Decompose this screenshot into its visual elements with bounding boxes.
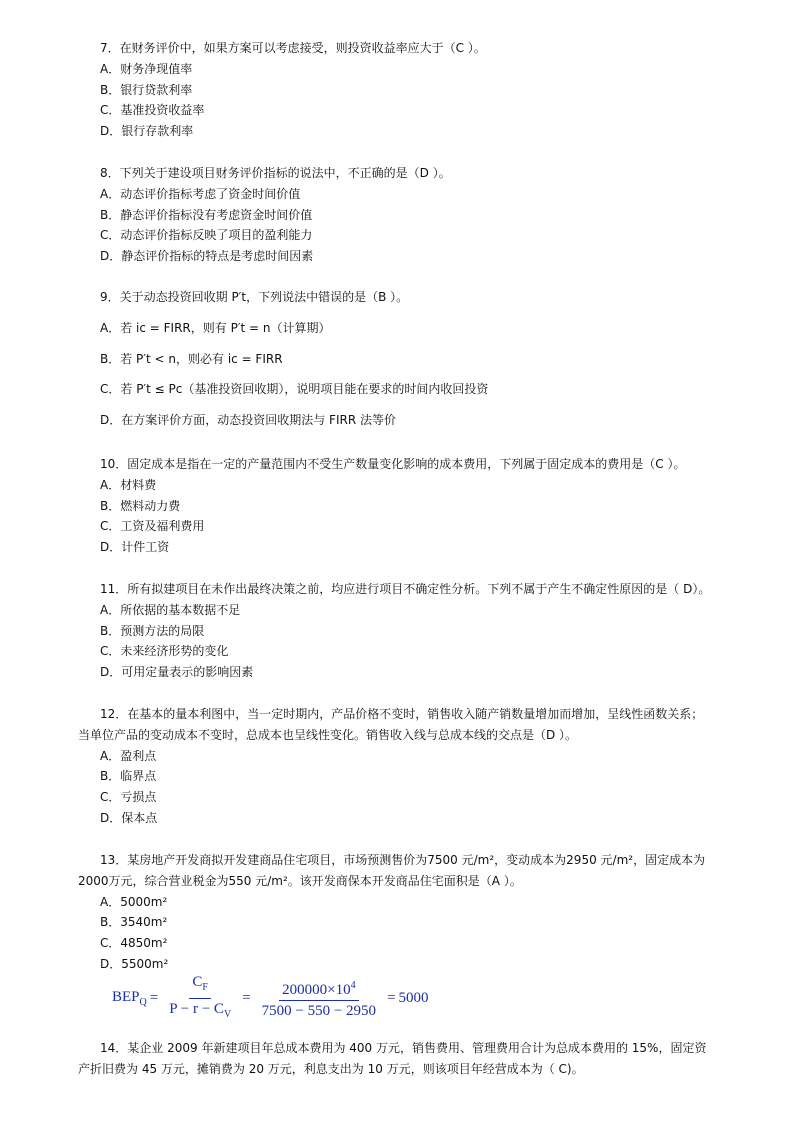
option-d: D．可用定量表示的影响因素 <box>100 665 254 680</box>
question-7 <box>100 38 700 142</box>
option-b: B．燃料动力费 <box>100 498 181 513</box>
question-stem: 11．所有拟建项目在未作出最终决策之前，均应进行项目不确定性分析。下列不属于产生不确定性原因的是（ D）。 <box>100 582 711 596</box>
option-b: B．若 P′t < n，则必有 ic = FIRR <box>100 351 283 366</box>
option-a: A．动态评价指标考虑了资金时间价值 <box>100 186 301 201</box>
question-10 <box>100 454 700 558</box>
option-d: D．保本点 <box>100 810 158 825</box>
fraction-numerator: $C_F$ <box>189 973 211 999</box>
equals-sign: = <box>242 989 251 1006</box>
question-12 <box>78 704 712 829</box>
option-b: B．银行贷款利率 <box>100 82 193 97</box>
option-c: C．若 P′t ≤ Pc（基准投资回收期），说明项目能在要求的时间内收回投资 <box>100 382 489 397</box>
option-c: C．动态评价指标反映了项目的盈利能力 <box>100 228 313 243</box>
option-d: D．银行存款利率 <box>100 124 194 139</box>
option-c: C．未来经济形势的变化 <box>100 644 229 659</box>
option-c: C．4850m² <box>100 936 168 951</box>
question-stem: 8．下列关于建设项目财务评价指标的说法中，不正确的是（D ）。 <box>100 166 451 180</box>
equals-sign: = <box>149 989 159 1006</box>
option-c: C．工资及福利费用 <box>100 519 205 534</box>
question-8 <box>100 163 700 267</box>
option-a: A．所依据的基本数据不足 <box>100 602 241 617</box>
question-stem: 9．关于动态投资回收期 P′t，下列说法中错误的是（B ）。 <box>100 290 409 304</box>
option-b: B．静态评价指标没有考虑资金时间价值 <box>100 207 313 222</box>
question-stem: 13．某房地产开发商拟开发建商品住宅项目，市场预测售价为7500 元/m²，变动成本为2950 元/m²，固定成本为2000万元，综合营业税金为550 元/m²。该开发商保本开发商品住宅面积是（A ）。 <box>78 853 706 888</box>
question-11 <box>100 579 711 683</box>
option-d: D．5500m² <box>100 956 169 971</box>
question-14 <box>78 1038 712 1080</box>
bep-formula <box>112 973 429 1020</box>
question-9 <box>100 287 700 431</box>
question-stem: 7．在财务评价中，如果方案可以考虑接受，则投资收益率应大于（C ）。 <box>100 41 486 55</box>
formula-lhs: $BEP_Q$ <box>112 988 147 1008</box>
option-b: B．临界点 <box>100 769 157 784</box>
question-stem: 14．某企业 2009 年新建项目年总成本费用为 400 万元，销售费用、管理费用合计为总成本费用的 15%，固定资产折旧费为 45 万元，摊销费为 20 万元，利息支出为 10 万元，则该项目年经营成本为（ C)。 <box>78 1041 707 1076</box>
equals-sign: = <box>387 989 396 1006</box>
option-a: A．财务净现值率 <box>100 61 193 76</box>
fraction-numerator: $200000\times 10^4$ <box>279 977 358 1001</box>
option-b: B．3540m² <box>100 915 168 930</box>
fraction-denominator: $P - r - C_V$ <box>169 1000 232 1020</box>
formula-result: 5000 <box>398 989 429 1006</box>
option-a: A．若 ic = FIRR，则有 P′t = n（计算期） <box>100 320 331 335</box>
question-stem: 12．在基本的量本利图中，当一定时期内，产品价格不变时，销售收入随产销数量增加而增加，呈线性函数关系；当单位产品的变动成本不变时，总成本也呈线性变化。销售收入线与总成本线的交点是（D ）。 <box>78 707 704 742</box>
option-d: D．在方案评价方面，动态投资回收期法与 FIRR 法等价 <box>100 413 396 428</box>
formula-fraction-numeric <box>259 977 379 1020</box>
fraction-denominator: 7500 − 550 − 2950 <box>261 1002 377 1019</box>
option-a: A．盈利点 <box>100 748 157 763</box>
option-a: A．材料费 <box>100 477 157 492</box>
option-a: A．5000m² <box>100 894 168 909</box>
option-d: D．计件工资 <box>100 540 170 555</box>
option-c: C．亏损点 <box>100 790 157 805</box>
option-b: B．预测方法的局限 <box>100 623 205 638</box>
formula-fraction-symbolic <box>166 973 234 1024</box>
question-stem: 10．固定成本是指在一定的产量范围内不受生产数量变化影响的成本费用，下列属于固定成本的费用是（C ）。 <box>100 457 686 471</box>
question-13 <box>78 850 712 975</box>
option-c: C．基准投资收益率 <box>100 103 205 118</box>
option-d: D．静态评价指标的特点是考虑时间因素 <box>100 249 314 264</box>
